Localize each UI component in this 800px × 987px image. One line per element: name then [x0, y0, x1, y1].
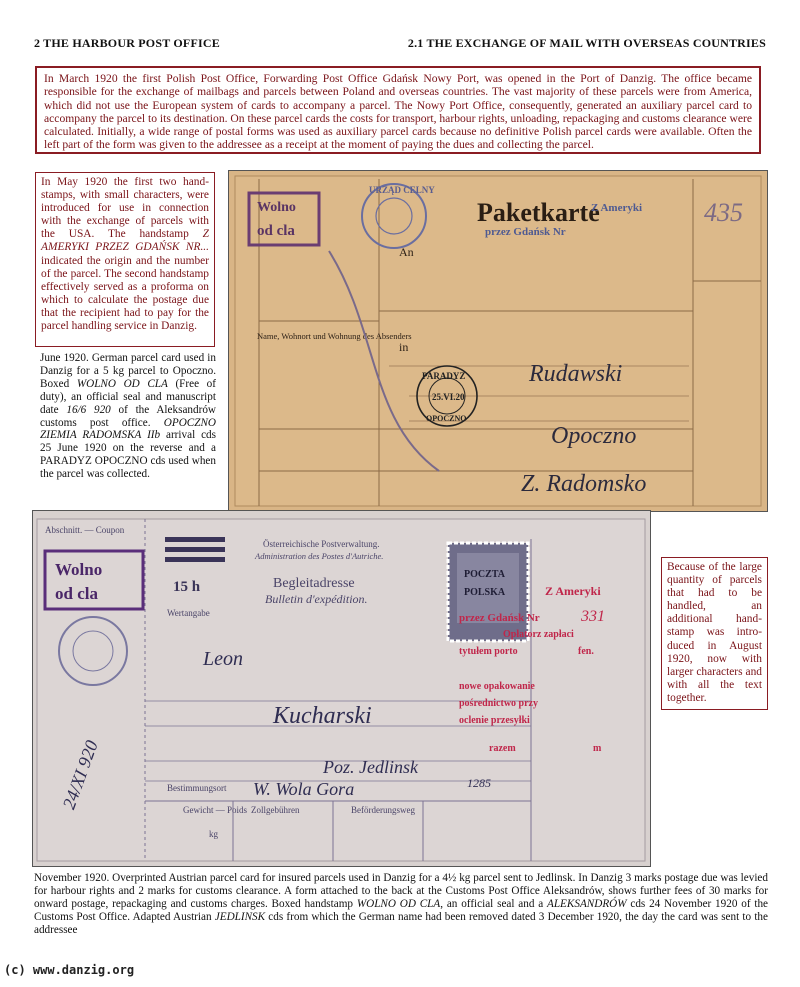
beforderungsweg-label: Beförderungsweg — [351, 805, 415, 815]
caption1-part-a: June 1920. German parcel card used in Danzig for a 5 kg parcel to Opoczno. Boxed — [40, 352, 216, 390]
postverwaltung-header: Österreichische Postverwaltung. — [263, 539, 380, 549]
overprint-value: 15 h — [173, 579, 201, 595]
nowe-opakowanie-label: nowe opakowanie — [459, 681, 535, 692]
handwritten-name: Rudawski — [529, 361, 623, 387]
gewicht-label: Gewicht — Poids — [183, 805, 247, 815]
z-ameryki-stamp-2: Z Ameryki — [545, 584, 601, 598]
handwritten-first-name: Leon — [203, 648, 243, 670]
handwritten-post: Poz. Jedlinsk — [323, 757, 418, 777]
caption2-part-a: November 1920. Overprinted Austrian parcel card for insured parcels used in Danzig for a 4½ kg parcel sent to Jedlinsk. In Danzig 3 marks postage due was levied for harbour rights and 2 marks for customs clearance. A form attached to the back at the Customs Post Office Aleksandrów, shows further fees of 30 marks for onward postage, repackaging and customs charges. Boxed handstamp — [34, 872, 768, 910]
przez-gdansk-stamp: przez Gdańsk Nr — [485, 226, 566, 238]
section-heading: 2 THE HARBOUR POST OFFICE — [34, 36, 220, 50]
handstamp-note-emphasis: Z AMERYKI PRZEZ GDAŃSK NR... — [41, 228, 209, 254]
zollgebuhren-label: Zollgebühren — [251, 805, 300, 815]
handwritten-amount: 435 — [704, 198, 743, 227]
absender-label: Name, Wohnort und Wohnung des Absenders — [257, 331, 412, 341]
intro-text-box: In March 1920 the first Polish Post Office, Forwarding Post Office Gdańsk Nowy Port, was opened in the Port of Danzig. The office became responsible for the exchange of mailbags and parcels between Poland and overseas countries. The vast majority of these parcels were from America, which did not use the European system of cards to accompany a parcel. The Nowy Port Office, consequently, generated an auxiliary parcel card to accompany the parcel to its destination. On these parcel cards the costs for transport, harbour rights, unloading, repackaging and customs clearance were calculated. Initially, a wide range of postal forms was used as auxiliary parcel cards because no definitive Polish parcel cards were available. Often the left part of the form was given to the addressee as a receipt at the moment of paying the dues and collecting the parcel. — [35, 66, 761, 154]
handstamp-note-box — [35, 172, 215, 347]
oplata-label: Opłatorz zapłaci — [503, 629, 574, 640]
handwritten-town: Opoczno — [551, 423, 637, 449]
cds-date-text: 25.VI.20 — [432, 392, 465, 402]
przez-gdansk-stamp-2: przez Gdańsk Nr — [459, 612, 540, 624]
caption1-em-b: 16/6 920 — [66, 403, 111, 416]
caption1-part-d: arrival cds 25 June 1920 on the reverse and a PARADYZ OPOCZNO cds used when the parcel was collected. — [40, 429, 216, 481]
subsection-heading: 2.1 THE EXCHANGE OF MAIL WITH OVERSEAS COUNTRIES — [407, 36, 766, 50]
od-cla-stamp-text: od cla — [257, 223, 295, 239]
copyright-footer: (c) www.danzig.org — [4, 963, 135, 977]
caption1-em-c: OPOCZNO ZIEMIA RADOMSKA IIb — [40, 416, 216, 442]
handstamp-note-text-1: In May 1920 the first two hand-stamps, with small characters, were introduced for use in connection with the exchange of parcels with the USA. The handstamp — [41, 176, 209, 241]
caption2-em-c: JEDLINSK — [214, 910, 266, 923]
kg-label: kg — [209, 829, 218, 839]
fen-label: fen. — [578, 646, 594, 657]
caption2-part-d: cds from which the German name had been removed dated 3 December 1920, the day the card was sent to the addressee — [34, 910, 768, 936]
bulletin-title: Bulletin d'expédition. — [265, 592, 368, 606]
tytulem-porto-label: tytułem porto — [459, 646, 518, 657]
larger-handstamp-note-box: Because of the large quantity of parcels that had to be handled, an additional hand-stamp was intro-duced in August 1920, now with larger characters and with all the text together. — [661, 557, 768, 710]
in-label: in — [399, 340, 409, 354]
caption1-part-c: of the Aleksandrów customs post office. — [40, 403, 216, 429]
postes-header: Administration des Postes d'Autriche. — [255, 551, 384, 561]
parcel-card-caption-2 — [34, 872, 768, 937]
an-label: An — [399, 245, 414, 259]
bestimmungsort-label: Bestimmungsort — [167, 783, 227, 793]
caption2-part-b: , an official seal and a — [440, 897, 547, 910]
z-ameryki-stamp: Z Ameryki — [591, 202, 643, 214]
od-cla-stamp-text-2: od cla — [55, 584, 98, 603]
paketkarte-title: Paketkarte — [477, 198, 600, 227]
caption2-em-b: ALEKSANDRÓW — [547, 897, 627, 910]
wolno-stamp-text: Wolno — [257, 200, 296, 215]
polska-stamp-text: POLSKA — [464, 587, 506, 598]
handwritten-district: Z. Radomsko — [521, 471, 647, 497]
poczta-stamp-text: POCZTA — [464, 569, 505, 580]
abschnitt-label: Abschnitt. — Coupon — [45, 525, 125, 535]
posrednictwo-label: pośrednictwo przy — [459, 698, 538, 709]
m-label: m — [593, 743, 602, 754]
austrian-parcel-card-image — [32, 510, 651, 867]
parcel-card-caption-1 — [40, 352, 216, 481]
wertangabe-label: Wertangabe — [167, 608, 210, 618]
parcel-number: 331 — [581, 608, 605, 625]
handwritten-surname: Kucharski — [273, 703, 372, 729]
handwritten-village: W. Wola Gora — [253, 779, 355, 799]
german-parcel-card-image — [228, 170, 768, 512]
caption1-part-b: (Free of duty), an official seal and manuscript date — [40, 377, 216, 416]
razem-label: razem — [489, 743, 516, 754]
caption1-em-a: WOLNO OD CLA — [76, 377, 168, 390]
cds-top-text: PARADYZ — [422, 371, 466, 381]
caption2-part-c: cds 24 November 1920 of the Customs Post Office. Adapted Austrian — [34, 897, 769, 923]
handstamp-note-text-2: indicated the origin and the number of the parcel. The second handstamp effectively served as a proforma on which to calculate the postage due that the recipient had to pay for the parcel handling service in Danzig. — [41, 254, 209, 333]
begleitadresse-title: Begleitadresse — [273, 576, 355, 591]
handwritten-date: 24/XI 920 — [58, 737, 102, 812]
customs-seal-text: URZĄD CELNY — [369, 185, 435, 195]
wolno-stamp-text-2: Wolno — [55, 560, 103, 579]
caption2-em-a: WOLNO OD CLA — [356, 897, 441, 910]
cds-bottom-text: OPOCZNO — [426, 414, 467, 423]
oclenie-label: oclenie przesyłki — [459, 715, 530, 726]
handwritten-number: 1285 — [467, 776, 491, 790]
